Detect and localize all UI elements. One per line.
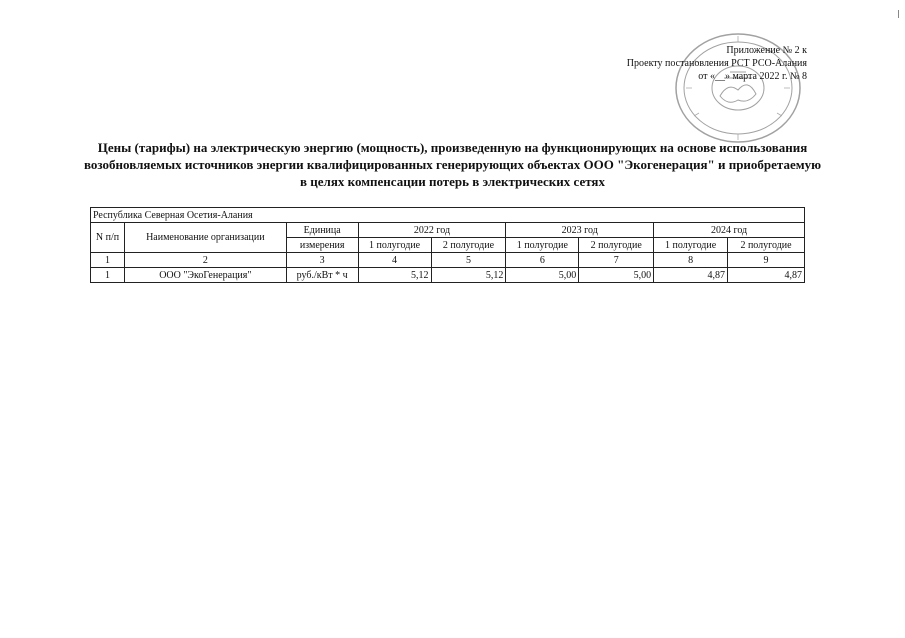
column-number: 3	[286, 253, 358, 268]
column-number: 7	[579, 253, 654, 268]
row-unit: руб./кВт * ч	[286, 268, 358, 283]
document-title: Цены (тарифы) на электрическую энергию (мощность), произведенную на функционирующих на основе использования возобновляемых источников энергии квалифицированных генерирующих объектах ООО "Экогенерация" и приобретаемую в целях компенсации потерь в электрических сетях	[83, 140, 822, 189]
header-num: N п/п	[91, 223, 125, 253]
header-half2: 2 полугодие	[579, 238, 654, 253]
project-line: Проекту постановления РСТ РСО-Алания	[626, 58, 807, 69]
value-2023-h1: 5,00	[506, 268, 579, 283]
header-unit-top: Единица	[286, 223, 358, 238]
value-2024-h2: 4,87	[728, 268, 805, 283]
appendix-line: Приложение № 2 к	[726, 45, 807, 56]
tariff-table	[90, 207, 805, 283]
column-number: 9	[728, 253, 805, 268]
value-2022-h1: 5,12	[358, 268, 431, 283]
value-2023-h2: 5,00	[579, 268, 654, 283]
value-2022-h2: 5,12	[431, 268, 506, 283]
column-number: 1	[91, 253, 125, 268]
value-2024-h1: 4,87	[654, 268, 728, 283]
row-num: 1	[91, 268, 125, 283]
header-half2: 2 полугодие	[728, 238, 805, 253]
date-line: от «__» марта 2022 г. № 8	[698, 71, 807, 82]
header-half1: 1 полугодие	[358, 238, 431, 253]
column-number-row	[91, 253, 805, 268]
document-header	[627, 44, 807, 83]
edge-mark	[898, 10, 899, 18]
column-number: 2	[124, 253, 286, 268]
header-half2: 2 полугодие	[431, 238, 506, 253]
column-number: 6	[506, 253, 579, 268]
header-org: Наименование организации	[124, 223, 286, 253]
header-year-2024: 2024 год	[654, 223, 805, 238]
column-number: 8	[654, 253, 728, 268]
region-cell: Республика Северная Осетия-Алания	[91, 208, 805, 223]
header-unit-bottom: измерения	[286, 238, 358, 253]
column-number: 4	[358, 253, 431, 268]
header-half1: 1 полугодие	[506, 238, 579, 253]
header-year-2023: 2023 год	[506, 223, 654, 238]
table-row	[91, 268, 805, 283]
header-year-2022: 2022 год	[358, 223, 506, 238]
row-org: ООО "ЭкоГенерация"	[124, 268, 286, 283]
column-number: 5	[431, 253, 506, 268]
header-half1: 1 полугодие	[654, 238, 728, 253]
